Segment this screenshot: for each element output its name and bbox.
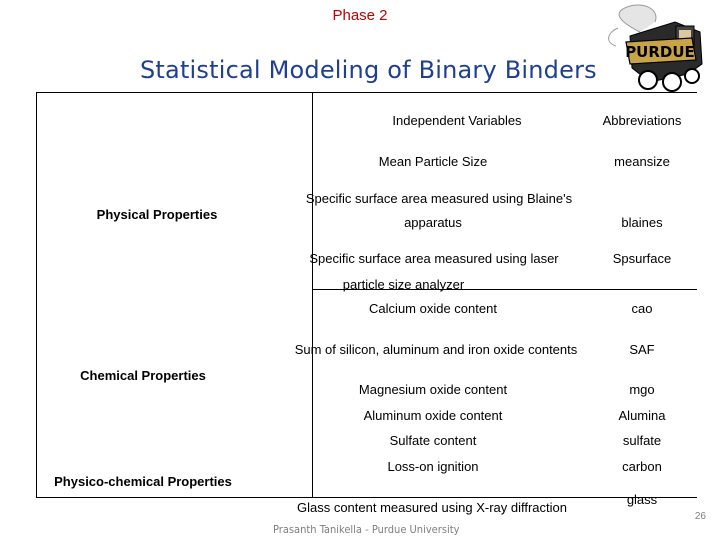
category-physico-chemical-properties: Physico-chemical Properties [54, 474, 232, 489]
row-variable: Specific surface area measured using Blaine's [305, 191, 573, 206]
row-variable: Loss-on ignition [387, 459, 479, 474]
phase-label: Phase 2 [332, 7, 388, 24]
category-chemical-properties: Chemical Properties [80, 368, 206, 383]
row-abbrev: carbon [622, 459, 662, 474]
row-abbrev: meansize [614, 154, 670, 169]
row-abbrev: mgo [629, 382, 655, 397]
row-variable: Calcium oxide content [369, 301, 497, 316]
slide-title: Statistical Modeling of Binary Binders [140, 56, 597, 84]
row-variable: Specific surface area measured using laser [309, 251, 559, 266]
row-variable: Magnesium oxide content [358, 382, 508, 397]
row-abbrev: cao [631, 301, 653, 316]
header-abbreviations: Abbreviations [602, 113, 682, 128]
row-abbrev: glass [626, 492, 658, 507]
row-abbrev: blaines [621, 215, 663, 230]
svg-text:PURDUE: PURDUE [625, 43, 695, 61]
header-independent-variables: Independent Variables [392, 113, 522, 128]
row-variable: Glass content measured using X-ray diffraction [296, 500, 567, 515]
row-abbrev: sulfate [622, 433, 662, 448]
row-abbrev: Alumina [618, 408, 666, 423]
row-variable-cont: apparatus [404, 215, 462, 230]
row-variable: Mean Particle Size [378, 154, 488, 169]
page-number: 26 [694, 511, 706, 522]
category-physical-properties: Physical Properties [96, 207, 218, 222]
purdue-train-logo-icon [600, 2, 710, 94]
row-variable-cont: particle size analyzer [342, 277, 465, 292]
row-variable: Sulfate content [389, 433, 477, 448]
footer-author: Prasanth Tanikella - Purdue University [273, 523, 460, 536]
row-variable: Sum of silicon, aluminum and iron oxide contents [294, 342, 578, 357]
row-abbrev: SAF [629, 342, 655, 357]
properties-table [36, 92, 697, 515]
row-variable: Aluminum oxide content [363, 408, 503, 423]
row-abbrev: Spsurface [612, 251, 672, 266]
